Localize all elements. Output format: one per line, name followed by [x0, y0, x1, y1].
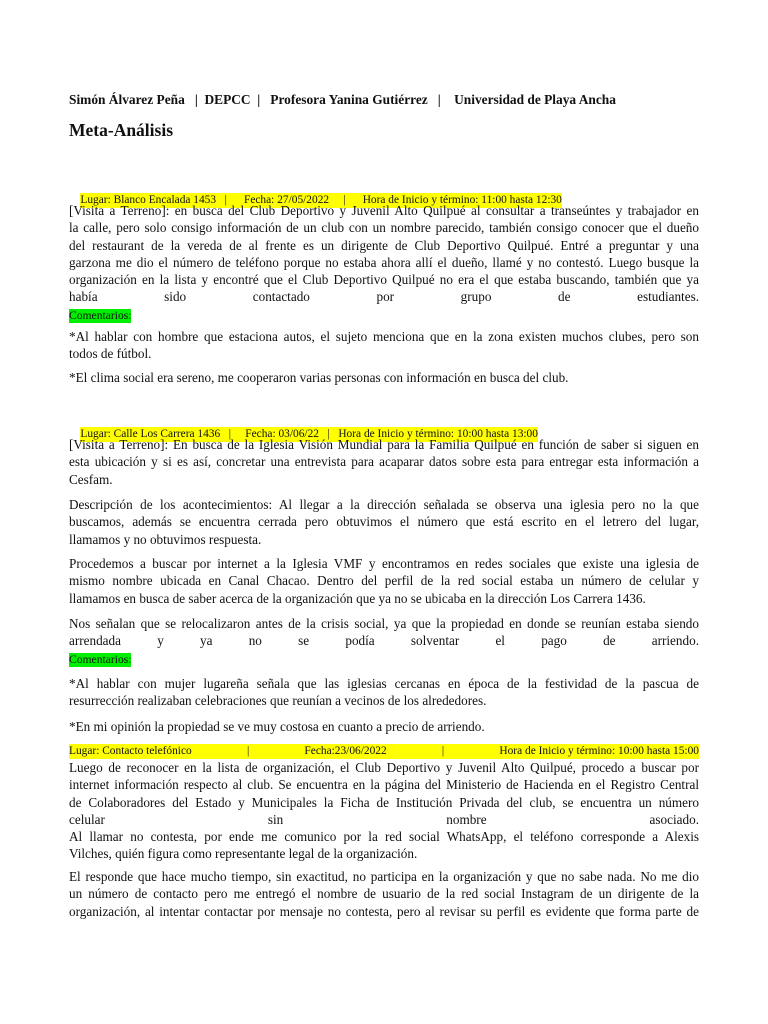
text-line: garzona me dio el número de teléfono porque no estaba ahora allí el dueño, llamé y no contestó. Luego busque la	[69, 254, 699, 270]
entry1-paragraph	[69, 202, 699, 323]
text-line: *El clima social era sereno, me cooperaron varias personas con información en busca del club.	[69, 370, 569, 385]
entry2-paragraph-3	[69, 555, 699, 607]
entry1-comment-2	[69, 369, 699, 386]
entry1-comment-1	[69, 328, 699, 363]
entry2-comment-2	[69, 718, 699, 735]
text-line: internet información respecto al club. Se encuentra en la página del Ministerio de Hacienda en el Registro Central	[69, 777, 699, 793]
text-line: El responde que hace mucho tiempo, sin exactitud, no participa en la organización y que no sabe nada. No me dio	[69, 869, 699, 884]
entry2-paragraph-2	[69, 496, 699, 548]
text-line: de Colaboradores del Estado y Municipales la Ficha de Institución Privada del club, se encuentra un número	[69, 794, 699, 810]
text-line: Procedemos a buscar por internet a la Iglesia VMF y encontramos en redes sociales que existe una iglesia de	[69, 556, 699, 571]
text-line: arrendada y ya no se podía solventar el pago de arriendo.	[69, 633, 699, 649]
entry3-paragraph-1	[69, 759, 699, 863]
entry2-paragraph-4	[69, 615, 699, 667]
entry1-meta-highlight: Lugar: Blanco Encalada 1453 | Fecha: 27/05/2022 | Hora de Inicio y término: 11:00 hasta 12:30	[80, 194, 562, 206]
document-header: Simón Álvarez Peña | DEPCC | Profesora Yanina Gutiérrez | Universidad de Playa Ancha	[69, 92, 616, 107]
text-line: Luego de reconocer en la lista de organización, el Club Deportivo y Juvenil Alto Quilpué, procedo a buscar por	[69, 760, 699, 775]
comment-label-line	[69, 306, 699, 323]
text-line: Vilches, quién figura como representante legal de la organización.	[69, 846, 418, 862]
text-line: celular sin nombre asociado.	[69, 811, 699, 827]
separator: |	[246, 745, 250, 757]
comment-label-line	[69, 650, 699, 667]
document-title: Meta-Análisis	[69, 120, 174, 140]
text-line: llamamos en busca de saber acerca de la organización que ya no se ubicaba en la dirección Los Carrera 1436.	[69, 590, 646, 606]
text-line: la calle, pero solo consigo información de un club con un nombre parecido, también consigo conocer que el dueño	[69, 220, 699, 236]
comment-label: Comentarios:	[69, 652, 132, 666]
text-line: Cesfam.	[69, 471, 113, 487]
text-line: [Visita a Terreno]: En busca de la Iglesia Visión Mundial para la Familia Quilpué en función de saber si siguen en	[69, 437, 699, 452]
entry2-paragraph-1	[69, 436, 699, 488]
entry3-meta-date: Fecha:23/06/2022	[304, 745, 387, 757]
text-line: todos de fútbol.	[69, 346, 152, 362]
text-line: esta ubicación y si es así, concretar una entrevista para acaparar datos sobre esta para entregar esta información a	[69, 454, 699, 470]
entry2-comment-1	[69, 675, 699, 710]
text-line: llamamos y no obtuvimos respuesta.	[69, 531, 262, 547]
text-line: Al llamar no contesta, por ende me comunico por la red social WhatsApp, el teléfono corresponde a Alexis	[69, 829, 699, 845]
text-line: buscamos, además se encuentra cerrada pero obtuvimos el número que está escrito en el letrero del lugar,	[69, 514, 699, 530]
text-line: [Visita a Terreno]: en busca del Club Deportivo y Juvenil Alto Quilpué al consultar a transeúntes y trabajador en	[69, 203, 699, 218]
text-line: mismo nombre ubicada en Canal Chacao. Dentro del perfil de la red social estaba un número de celular y	[69, 573, 699, 589]
text-line: organización, al intentar contactar por mensaje no contesta, pero al revisar su perfil es evidente que forma parte de	[69, 903, 699, 919]
entry3-meta-time: Hora de Inicio y término: 10:00 hasta 15:00	[499, 745, 699, 757]
text-line: del restaurant de la vereda de al frente es un dirigente de Club Deportivo Quilpué. Entré a preguntar y una	[69, 237, 699, 253]
text-line: había sido contactado por grupo de estudiantes.	[69, 289, 699, 305]
text-line: un número de contacto pero me entregó el nombre de usuario de la red social Instagram de un dirigente de la	[69, 886, 699, 902]
text-line: *Al hablar con hombre que estaciona autos, el sujeto menciona que en la zona existen muchos clubes, pero son	[69, 329, 699, 344]
text-line: resurrección realizaban celebraciones que reunían a vecinos de los alrededores.	[69, 693, 487, 709]
text-line: *Al hablar con mujer lugareña señala que las iglesias cercanas en época de la festividad de la pascua de	[69, 676, 699, 691]
entry3-meta-place: Lugar: Contacto telefónico	[69, 745, 192, 757]
entry2-meta-highlight: Lugar: Calle Los Carrera 1436 | Fecha: 03/06/22 | Hora de Inicio y término: 10:00 hasta 13:00	[80, 428, 538, 440]
comment-label: Comentarios:	[69, 308, 132, 322]
text-line: organización en la lista y encontré que el Club Deportivo Quilpué no era el que estaba buscando, también que ya	[69, 272, 699, 288]
separator: |	[441, 745, 445, 757]
text-line: Descripción de los acontecimientos: Al llegar a la dirección señalada se observa una iglesia pero no la que	[69, 497, 699, 512]
text-line: *En mi opinión la propiedad se ve muy costosa en cuanto a precio de arriendo.	[69, 719, 485, 734]
entry3-paragraph-2	[69, 868, 699, 920]
entry3-meta	[69, 744, 699, 759]
text-line: Nos señalan que se relocalizaron antes de la crisis social, ya que la propiedad en donde se reunían estaba siendo	[69, 616, 699, 631]
